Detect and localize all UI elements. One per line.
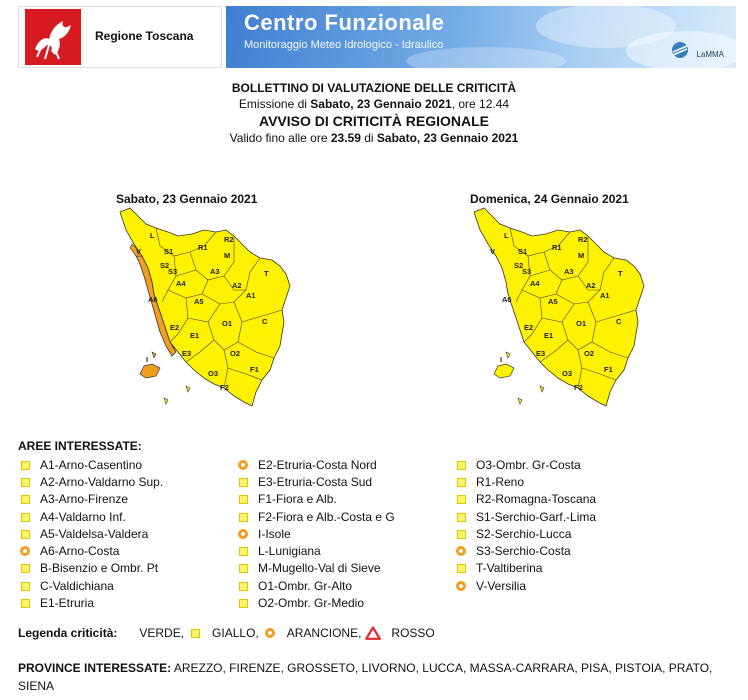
list-item: F1-Fiora e Alb. bbox=[236, 491, 395, 508]
zone-label: S3 bbox=[168, 267, 178, 276]
giallo-square-icon bbox=[18, 527, 32, 541]
bulletin-title: BOLLETTINO DI VALUTAZIONE DELLE CRITICITÀ bbox=[231, 81, 517, 95]
emission-date: Sabato, 23 Gennaio 2021 bbox=[310, 97, 452, 111]
zone-label: R1 bbox=[552, 243, 562, 252]
zone-label: O1 bbox=[222, 319, 233, 328]
zone-label: S2 bbox=[514, 261, 524, 270]
legend-arancione: ARANCIONE, bbox=[287, 626, 386, 640]
arancione-circle-icon bbox=[263, 626, 277, 640]
giallo-square-icon bbox=[18, 561, 32, 575]
province-interessate bbox=[18, 659, 718, 695]
zone-label: A5 bbox=[548, 297, 558, 306]
arancione-circle-icon bbox=[236, 458, 250, 472]
region-name: Regione Toscana bbox=[95, 29, 194, 43]
giallo-square-icon bbox=[18, 475, 32, 489]
giallo-square-icon bbox=[454, 492, 468, 506]
pegasus-icon bbox=[25, 9, 81, 65]
list-item: F2-Fiora e Alb.-Costa e G bbox=[236, 508, 395, 525]
map-region-fill bbox=[474, 208, 644, 406]
arancione-circle-icon bbox=[236, 527, 250, 541]
zone-label: E1 bbox=[544, 331, 554, 340]
map-label-sunday: Domenica, 24 Gennaio 2021 bbox=[470, 192, 629, 206]
list-item: O1-Ombr. Gr-Alto bbox=[236, 577, 395, 594]
aree-column-3 bbox=[454, 456, 596, 594]
list-item: V-Versilia bbox=[454, 577, 596, 594]
zone-label: O3 bbox=[208, 369, 219, 378]
zone-label: I bbox=[146, 355, 149, 364]
header bbox=[14, 0, 736, 74]
giallo-square-icon bbox=[236, 544, 250, 558]
zone-label: M bbox=[224, 251, 231, 260]
list-item: S3-Serchio-Costa bbox=[454, 542, 596, 559]
zone-label: A2 bbox=[586, 281, 596, 290]
zone-label: E3 bbox=[536, 349, 546, 358]
zone-label: A2 bbox=[232, 281, 242, 290]
emission-line: Emissione di Sabato, 23 Gennaio 2021, ore 12.44 bbox=[238, 97, 510, 111]
list-item: A1-Arno-Casentino bbox=[18, 456, 163, 473]
zone-label: O1 bbox=[576, 319, 587, 328]
list-item: E3-Etruria-Costa Sud bbox=[236, 473, 395, 490]
list-item: R2-Romagna-Toscana bbox=[454, 491, 596, 508]
map-region-fill bbox=[120, 208, 290, 406]
giallo-square-icon bbox=[18, 579, 32, 593]
giallo-square-icon bbox=[18, 596, 32, 610]
giallo-square-icon bbox=[188, 626, 202, 640]
zone-label: S1 bbox=[164, 247, 174, 256]
zone-label: A3 bbox=[210, 267, 220, 276]
zone-label: F1 bbox=[604, 365, 613, 374]
zone-label: T bbox=[264, 269, 269, 278]
zone-label: M bbox=[578, 251, 585, 260]
zone-label: A1 bbox=[246, 291, 256, 300]
giallo-square-icon bbox=[18, 510, 32, 524]
bulletin-titles bbox=[0, 80, 748, 146]
list-item: S1-Serchio-Garf.-Lima bbox=[454, 508, 596, 525]
zone-label: S1 bbox=[518, 247, 528, 256]
legend-verde: VERDE, bbox=[139, 626, 206, 640]
list-item: C-Valdichiana bbox=[18, 577, 163, 594]
list-item: T-Valtiberina bbox=[454, 560, 596, 577]
zone-label: V bbox=[136, 247, 142, 256]
arancione-circle-icon bbox=[454, 544, 468, 558]
zone-label: A1 bbox=[600, 291, 610, 300]
giallo-square-icon bbox=[18, 458, 32, 472]
zone-label: A3 bbox=[564, 267, 574, 276]
validity-line: Valido fino alle ore 23.59 di Sabato, 23 Gennaio 2021 bbox=[229, 131, 519, 145]
arancione-circle-icon bbox=[18, 544, 32, 558]
giallo-square-icon bbox=[454, 527, 468, 541]
province-list: AREZZO, FIRENZE, GROSSETO, LIVORNO, LUCCA, MASSA-CARRARA, PISA, PISTOIA, PRATO, SIENA bbox=[18, 661, 713, 693]
zone-label: S3 bbox=[522, 267, 532, 276]
aree-column-1 bbox=[18, 456, 163, 612]
list-item: B-Bisenzio e Ombr. Pt bbox=[18, 560, 163, 577]
list-item: A5-Valdelsa-Valdera bbox=[18, 525, 163, 542]
giallo-square-icon bbox=[454, 458, 468, 472]
giallo-square-icon bbox=[454, 561, 468, 575]
avviso-title: AVVISO DI CRITICITÀ REGIONALE bbox=[259, 113, 489, 129]
list-item: O2-Ombr. Gr-Medio bbox=[236, 594, 395, 611]
regione-toscana-logo[interactable] bbox=[18, 6, 222, 68]
giallo-square-icon bbox=[236, 596, 250, 610]
zone-label: R2 bbox=[578, 235, 588, 244]
zone-label: O2 bbox=[230, 349, 241, 358]
list-item: M-Mugello-Val di Sieve bbox=[236, 560, 395, 577]
centro-funzionale-banner[interactable] bbox=[226, 6, 736, 68]
zone-label: L bbox=[150, 231, 155, 240]
zone-label: A6 bbox=[502, 295, 512, 304]
zone-label: F1 bbox=[250, 365, 259, 374]
giallo-square-icon bbox=[236, 510, 250, 524]
list-item: S2-Serchio-Lucca bbox=[454, 525, 596, 542]
validity-date: Sabato, 23 Gennaio 2021 bbox=[376, 131, 519, 145]
zone-label: A6 bbox=[148, 295, 158, 304]
validity-time: 23.59 bbox=[330, 131, 361, 145]
zone-label: E2 bbox=[170, 323, 180, 332]
zone-label: I bbox=[500, 355, 503, 364]
list-item: A6-Arno-Costa bbox=[18, 542, 163, 559]
list-item: L-Lunigiana bbox=[236, 542, 395, 559]
zone-label: C bbox=[262, 317, 268, 326]
province-label: PROVINCE INTERESSATE: bbox=[18, 661, 172, 675]
banner-subtitle: Monitoraggio Meteo Idrologico - Idraulico bbox=[244, 39, 444, 51]
list-item: E2-Etruria-Costa Nord bbox=[236, 456, 395, 473]
list-item: A3-Arno-Firenze bbox=[18, 491, 163, 508]
aree-column-2 bbox=[236, 456, 395, 612]
banner-title: Centro Funzionale bbox=[244, 10, 445, 35]
giallo-square-icon bbox=[454, 475, 468, 489]
zone-label: T bbox=[618, 269, 623, 278]
giallo-square-icon bbox=[18, 492, 32, 506]
zone-label: F2 bbox=[574, 383, 583, 392]
map-label-saturday: Sabato, 23 Gennaio 2021 bbox=[116, 192, 258, 206]
legend-rosso: ROSSO bbox=[391, 626, 435, 640]
zone-label: F2 bbox=[220, 383, 229, 392]
zone-label: O2 bbox=[584, 349, 595, 358]
zone-label: V bbox=[490, 247, 496, 256]
giallo-square-icon bbox=[236, 561, 250, 575]
zone-label: E3 bbox=[182, 349, 192, 358]
giallo-square-icon bbox=[236, 579, 250, 593]
zone-label: E2 bbox=[524, 323, 534, 332]
giallo-square-icon bbox=[236, 492, 250, 506]
rosso-triangle-icon bbox=[365, 626, 381, 640]
zone-label: A4 bbox=[530, 279, 540, 288]
zone-label: R2 bbox=[224, 235, 234, 244]
legenda-criticita bbox=[18, 626, 441, 640]
zone-label: S2 bbox=[160, 261, 170, 270]
zone-label: A5 bbox=[194, 297, 204, 306]
list-item: I-Isole bbox=[236, 525, 395, 542]
giallo-square-icon bbox=[236, 475, 250, 489]
zone-label: O3 bbox=[562, 369, 573, 378]
list-item: A2-Arno-Valdarno Sup. bbox=[18, 473, 163, 490]
list-item: E1-Etruria bbox=[18, 594, 163, 611]
legend-giallo: GIALLO, bbox=[212, 626, 281, 640]
arancione-circle-icon bbox=[454, 579, 468, 593]
list-item: R1-Reno bbox=[454, 473, 596, 490]
list-item: A4-Valdarno Inf. bbox=[18, 508, 163, 525]
zone-label: L bbox=[504, 231, 509, 240]
zone-label: C bbox=[616, 317, 622, 326]
list-item: O3-Ombr. Gr-Costa bbox=[454, 456, 596, 473]
zone-label: E1 bbox=[190, 331, 200, 340]
aree-interessate-title: AREE INTERESSATE: bbox=[18, 439, 142, 453]
giallo-square-icon bbox=[454, 510, 468, 524]
tuscany-map-saturday[interactable] bbox=[116, 206, 306, 418]
tuscany-map-sunday[interactable] bbox=[470, 206, 660, 418]
zone-label: R1 bbox=[198, 243, 208, 252]
zone-label: A4 bbox=[176, 279, 186, 288]
lamma-label: LaMMA bbox=[696, 50, 724, 59]
legenda-label: Legenda criticità: bbox=[18, 626, 118, 640]
